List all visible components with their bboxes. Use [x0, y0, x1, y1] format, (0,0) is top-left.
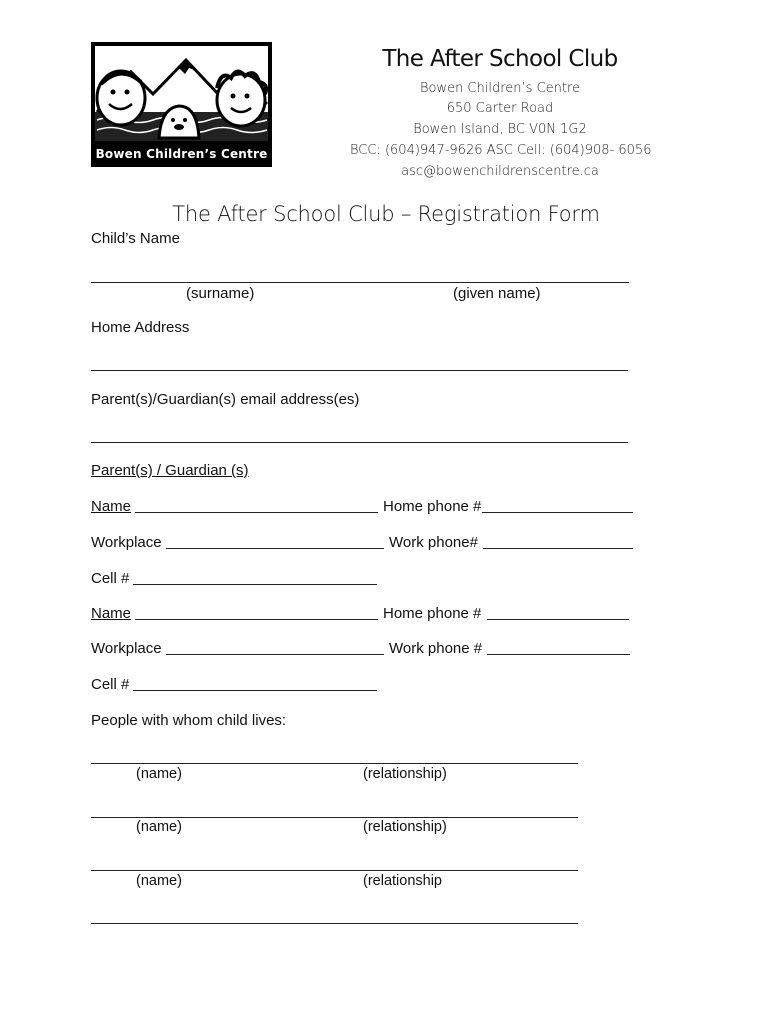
guardian2-home-phone-line[interactable]: [487, 619, 629, 620]
bowen-childrens-centre-logo: [91, 42, 272, 167]
club-title: The After School Club: [382, 46, 618, 72]
guardian2-name-label: Name: [91, 605, 132, 622]
guardian1-name-label: Name: [91, 498, 132, 515]
people-row-1-line[interactable]: [91, 763, 578, 764]
email-line[interactable]: [91, 442, 628, 443]
home-address-line[interactable]: [91, 370, 628, 371]
surname-label: (surname): [186, 285, 255, 302]
childs-name-label: Child’s Name: [91, 230, 180, 247]
guardian2-cell-line[interactable]: [133, 690, 377, 691]
people-row-4-line[interactable]: [91, 923, 578, 924]
guardian2-work-phone-label: Work phone #: [389, 640, 483, 657]
guardian2-workplace-label: Workplace: [91, 640, 162, 657]
childs-name-line[interactable]: [91, 282, 629, 283]
people-row-2-name-label: (name): [136, 819, 182, 835]
people-row-3-relationship-label: (relationship: [363, 873, 442, 889]
people-row-1-name-label: (name): [136, 766, 182, 782]
guardian1-home-phone-line[interactable]: [482, 512, 633, 513]
guardian2-cell-label: Cell #: [91, 676, 130, 693]
header-organization: Bowen Children’s Centre: [419, 81, 581, 96]
guardian1-cell-label: Cell #: [91, 570, 130, 587]
people-row-3-line[interactable]: [91, 870, 578, 871]
people-row-2-relationship-label: (relationship): [363, 819, 447, 835]
home-address-label: Home Address: [91, 319, 190, 336]
guardian1-cell-line[interactable]: [133, 584, 377, 585]
people-label: People with whom child lives:: [91, 712, 287, 729]
given-name-label: (given name): [453, 285, 541, 302]
guardian2-name-line[interactable]: [135, 619, 378, 620]
people-row-2-line[interactable]: [91, 817, 578, 818]
people-row-3-name-label: (name): [136, 873, 182, 889]
header-phones: BCC: (604)947-9626 ASC Cell: (604)908- 6056: [350, 143, 652, 158]
guardian1-work-phone-label: Work phone#: [389, 534, 478, 551]
header-city: Bowen Island, BC V0N 1G2: [413, 122, 587, 137]
email-label: Parent(s)/Guardian(s) email address(es): [91, 391, 360, 408]
header-email: asc@bowenchildrenscentre.ca: [401, 164, 599, 179]
guardian1-name-line[interactable]: [135, 512, 378, 513]
guardian2-home-phone-label: Home phone #: [383, 605, 482, 622]
guardian1-workplace-line[interactable]: [166, 548, 384, 549]
people-row-1-relationship-label: (relationship): [363, 766, 447, 782]
guardian2-work-phone-line[interactable]: [487, 654, 630, 655]
logo-text: Bowen Children’s Centre: [95, 147, 268, 161]
guardian1-work-phone-line[interactable]: [483, 548, 633, 549]
guardian1-workplace-label: Workplace: [91, 534, 162, 551]
header-street: 650 Carter Road: [446, 101, 554, 116]
parents-heading: Parent(s) / Guardian (s): [91, 462, 249, 479]
form-title: The After School Club – Registration Form: [172, 202, 600, 226]
guardian2-workplace-line[interactable]: [166, 654, 384, 655]
guardian1-home-phone-label: Home phone #: [383, 498, 482, 515]
